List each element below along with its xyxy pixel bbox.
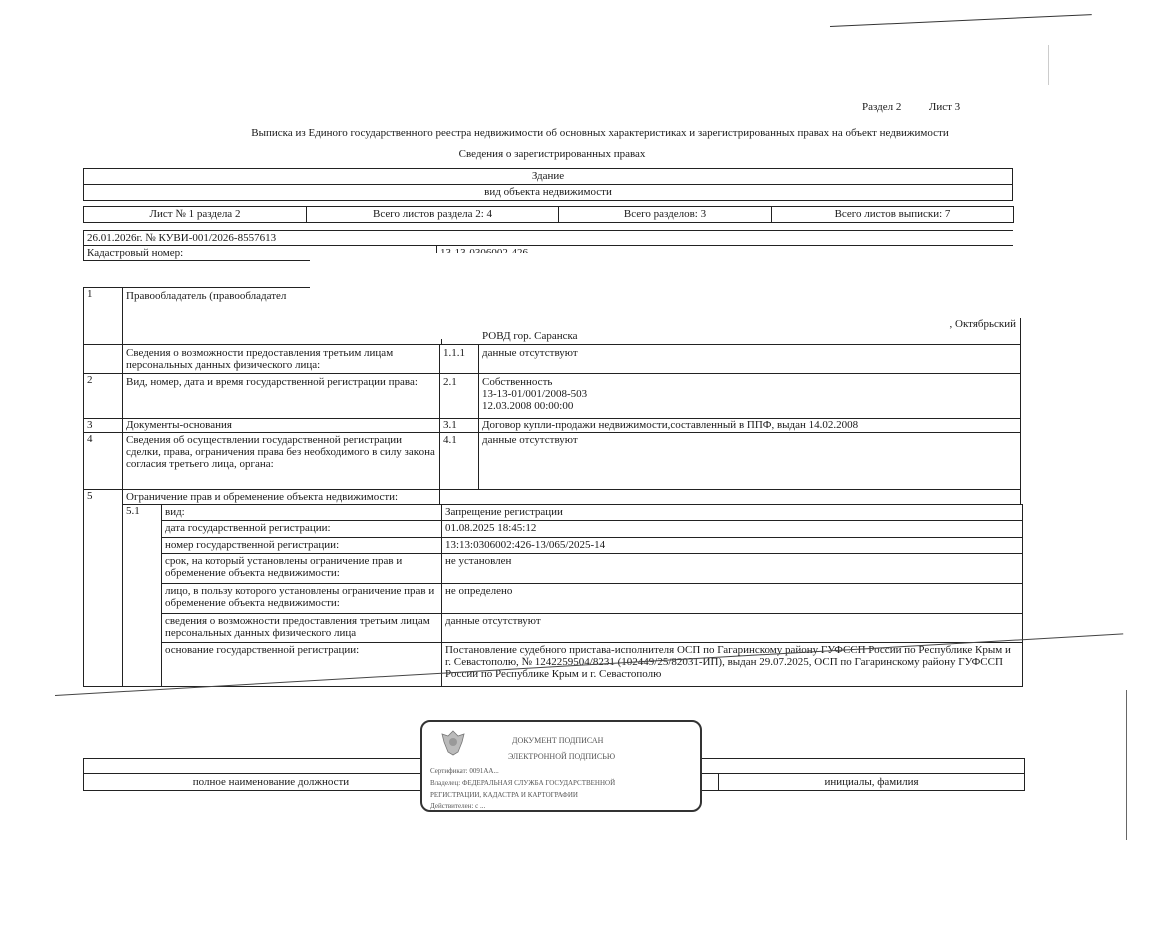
row-1-num: 1 bbox=[83, 287, 123, 345]
restriction-label: сведения о возможности предоставления третьим лицам персональных данных физического лица bbox=[161, 613, 442, 643]
restriction-label: основание государственной регистрации: bbox=[161, 642, 442, 687]
row-2-value-2: 13-13-01/001/2008-503 bbox=[482, 388, 588, 400]
row-2-label: Вид, номер, дата и время государственной регистрации права: bbox=[122, 373, 440, 419]
row-3-value: Договор купли-продажи недвижимости,составленный в ППФ, выдан 14.02.2008 bbox=[478, 418, 1021, 433]
footer-initials: инициалы, фамилия bbox=[718, 773, 1025, 791]
total-sheets: Всего листов выписки: 7 bbox=[771, 206, 1014, 223]
sheet-label: Лист 3 bbox=[928, 101, 961, 113]
object-type: Здание bbox=[83, 168, 1013, 185]
restriction-value: не установлен bbox=[441, 553, 1023, 584]
restriction-value: 13:13:0306002:426-13/065/2025-14 bbox=[441, 537, 1023, 554]
restriction-value: 01.08.2025 18:45:12 bbox=[441, 520, 1023, 538]
row-5-sub: 5.1 bbox=[122, 504, 162, 687]
coat-of-arms-icon bbox=[438, 728, 468, 758]
row-1-1-num: 1.1.1 bbox=[439, 344, 479, 374]
row-2-value-1: Собственность bbox=[482, 376, 553, 388]
stamp-line-2: ЭЛЕКТРОННОЙ ПОДПИСЬЮ bbox=[508, 752, 616, 761]
redaction-block-2 bbox=[310, 317, 480, 339]
sheet-of-section: Лист № 1 раздела 2 bbox=[83, 206, 307, 223]
scan-mark-right bbox=[1048, 45, 1049, 85]
row-1-1-num-blank bbox=[83, 344, 123, 374]
restriction-label: вид: bbox=[161, 504, 442, 521]
footer-position: полное наименование должности bbox=[83, 773, 459, 791]
row-1-value-tail2: РОВД гор. Саранска bbox=[482, 330, 578, 342]
redaction-block bbox=[310, 253, 1120, 318]
restriction-label: номер государственной регистрации: bbox=[161, 537, 442, 554]
section-sheet-header bbox=[862, 101, 960, 113]
redaction-block-3 bbox=[480, 317, 800, 329]
document-subtitle: Сведения о зарегистрированных правах bbox=[458, 148, 646, 160]
restriction-value: данные отсутствуют bbox=[441, 613, 1023, 643]
object-type-label: вид объекта недвижимости bbox=[83, 184, 1013, 201]
document-reference: 26.01.2026г. № КУВИ-001/2026-8557613 bbox=[83, 230, 1013, 246]
stamp-line-4: Владелец: ФЕДЕРАЛЬНАЯ СЛУЖБА ГОСУДАРСТВЕННОЙ bbox=[430, 779, 616, 787]
scan-line-top bbox=[830, 14, 1092, 27]
restriction-label: срок, на который установлены ограничение прав и обременение объекта недвижимости: bbox=[161, 553, 442, 584]
row-2-num: 2 bbox=[83, 373, 123, 419]
digital-signature-stamp bbox=[420, 720, 702, 812]
row-5-value-blank bbox=[439, 489, 1021, 505]
row-3-num: 3 bbox=[83, 418, 123, 433]
stamp-line-6: Действителен: с ... bbox=[430, 802, 486, 810]
row-4-value: данные отсутствуют bbox=[478, 432, 1021, 490]
restriction-value: Запрещение регистрации bbox=[441, 504, 1023, 521]
restriction-label: лицо, в пользу которого установлены ограничение прав и обременение объекта недвижимости: bbox=[161, 583, 442, 614]
total-sheets-section: Всего листов раздела 2: 4 bbox=[306, 206, 559, 223]
total-sections: Всего разделов: 3 bbox=[558, 206, 772, 223]
restriction-label: дата государственной регистрации: bbox=[161, 520, 442, 538]
row-2-sub: 2.1 bbox=[439, 373, 479, 419]
row-5-label: Ограничение прав и обременение объекта недвижимости: bbox=[122, 489, 440, 505]
stamp-line-1: ДОКУМЕНТ ПОДПИСАН bbox=[512, 736, 604, 745]
restriction-value: не определено bbox=[441, 583, 1023, 614]
document-title: Выписка из Единого государственного реестра недвижимости об основных характеристиках и зарегистрированных правах на объект недвижимости bbox=[251, 127, 949, 139]
row-1-1-value: данные отсутствуют bbox=[478, 344, 1021, 374]
section-label: Раздел 2 bbox=[862, 101, 902, 113]
stamp-line-5: РЕГИСТРАЦИИ, КАДАСТРА И КАРТОГРАФИИ bbox=[430, 791, 578, 799]
row-4-num: 4 bbox=[83, 432, 123, 490]
row-1-label: Правообладатель (правообладател bbox=[122, 287, 442, 345]
scan-line-right bbox=[1126, 690, 1127, 840]
row-4-sub: 4.1 bbox=[439, 432, 479, 490]
row-2-value bbox=[478, 373, 1021, 419]
cadastral-label: Кадастровый номер: bbox=[83, 245, 437, 261]
row-3-sub: 3.1 bbox=[439, 418, 479, 433]
stamp-line-3: Сертификат: 0091АА... bbox=[430, 767, 499, 775]
row-4-label: Сведения об осуществлении государственной регистрации сделки, права, ограничения права без необходимого в силу закона согласия третьего лица, органа: bbox=[122, 432, 440, 490]
row-5-num: 5 bbox=[83, 489, 123, 687]
row-1-value-tail: , Октябрьский bbox=[949, 318, 1016, 330]
row-2-value-3: 12.03.2008 00:00:00 bbox=[482, 400, 574, 412]
row-1-1-label: Сведения о возможности предоставления третьим лицам персональных данных физического лица: bbox=[122, 344, 440, 374]
row-3-label: Документы-основания bbox=[122, 418, 440, 433]
restriction-value: Постановление судебного пристава-исполнителя ОСП по Гагаринскому району ГУФССП России по Республике Крым и г. Севастополю, № 1242259504/8231 (102449/25/82031-ИП), выдан 29.07.2025, ОСП по Гагаринскому району ГУФССП России по Республике Крым и г. Севастополю bbox=[441, 642, 1023, 687]
